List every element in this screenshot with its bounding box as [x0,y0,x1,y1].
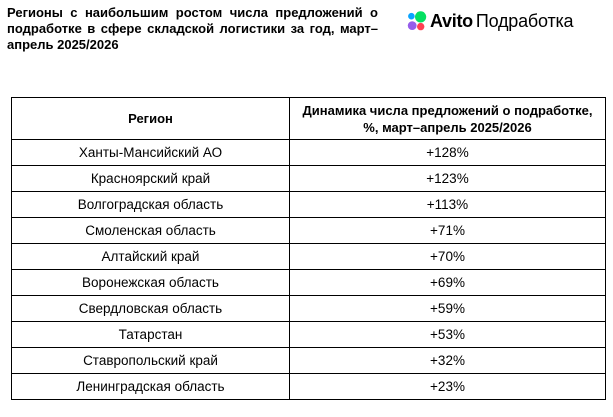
avito-logo [407,10,573,32]
value-cell: +69% [290,270,606,296]
table-row [12,374,606,400]
table-row [12,296,606,322]
table-row [12,166,606,192]
logo-brand: Avito [430,10,473,31]
table-row [12,140,606,166]
table-row [12,322,606,348]
region-cell: Красноярский край [12,166,290,192]
table-header-row [12,98,606,140]
regions-table [11,97,606,400]
logo-product: Подработка [475,10,574,31]
table-row [12,218,606,244]
header-region: Регион [12,98,290,140]
avito-dots-icon [407,11,427,31]
value-cell: +70% [290,244,606,270]
value-cell: +23% [290,374,606,400]
region-cell: Смоленская область [12,218,290,244]
table-row [12,192,606,218]
region-cell: Волгоградская область [12,192,290,218]
region-cell: Воронежская область [12,270,290,296]
value-cell: +32% [290,348,606,374]
header-dynamics: Динамика числа предложений о подработке, %, март–апрель 2025/2026 [290,98,606,140]
value-cell: +71% [290,218,606,244]
table-row [12,244,606,270]
region-cell: Ставропольский край [12,348,290,374]
value-cell: +128% [290,140,606,166]
logo-dot-red [417,23,424,30]
table-row [12,270,606,296]
table-row [12,348,606,374]
value-cell: +59% [290,296,606,322]
region-cell: Ленинградская область [12,374,290,400]
value-cell: +113% [290,192,606,218]
value-cell: +53% [290,322,606,348]
region-cell: Алтайский край [12,244,290,270]
logo-dot-green [415,11,426,22]
region-cell: Татарстан [12,322,290,348]
logo-dot-blue [408,13,415,20]
page-title: Регионы с наибольшим ростом числа предложений о подработке в сфере складской логистики за год, март–апрель 2025/2026 [7,5,378,52]
value-cell: +123% [290,166,606,192]
region-cell: Свердловская область [12,296,290,322]
logo-dot-purple [408,21,417,30]
region-cell: Ханты-Мансийский АО [12,140,290,166]
